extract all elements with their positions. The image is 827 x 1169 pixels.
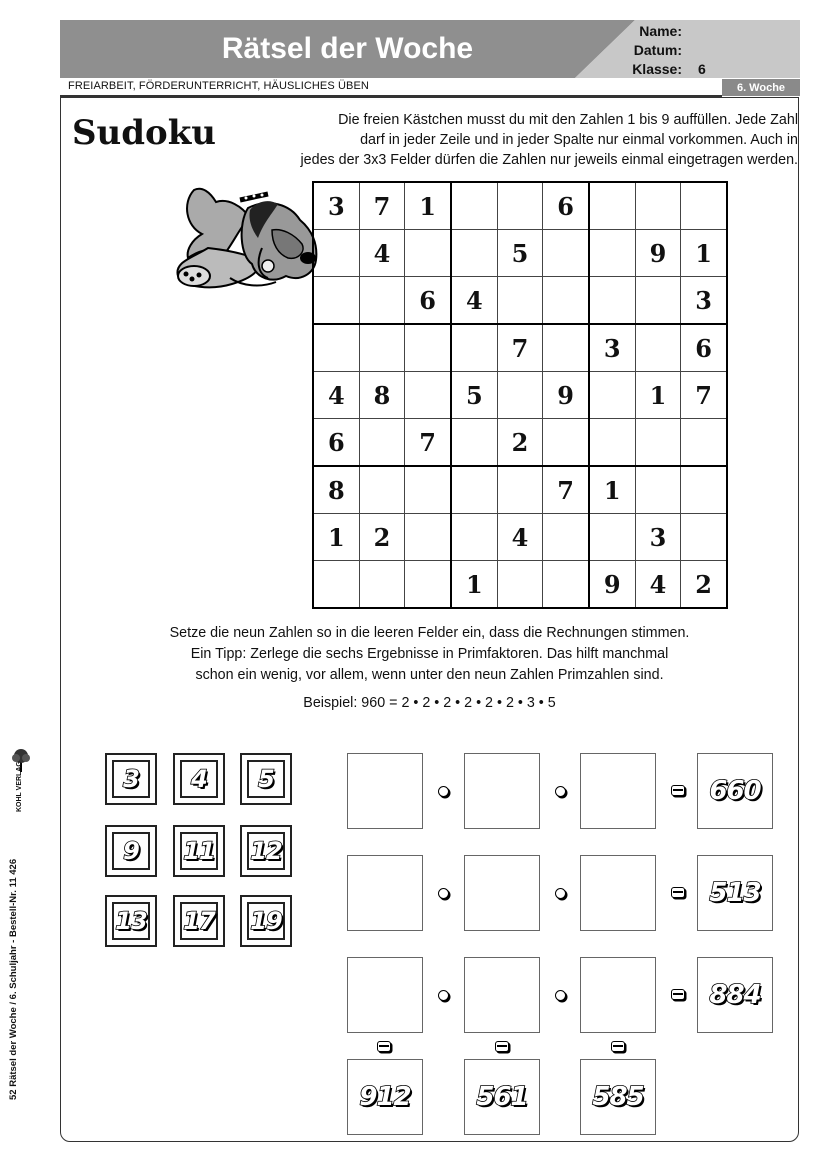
side-footer-text: 52 Rätsel der Woche / 6. Schuljahr - Bestell-Nr. 11 426 [8, 858, 19, 1100]
intro-line: Die freien Kästchen musst du mit den Zahlen 1 bis 9 auffüllen. Jede Zahl [338, 112, 798, 128]
sudoku-cell[interactable] [405, 324, 451, 372]
sudoku-cell[interactable]: 1 [451, 561, 497, 609]
column-result [464, 1059, 540, 1135]
result-value: 585 [592, 1082, 644, 1112]
sudoku-row [313, 466, 727, 514]
sudoku-cell[interactable]: 7 [405, 419, 451, 467]
sudoku-cell[interactable]: 7 [359, 182, 405, 230]
equals-icon [611, 1041, 625, 1052]
sudoku-cell[interactable]: 2 [681, 561, 727, 609]
sudoku-cell[interactable] [451, 230, 497, 277]
date-label: Datum: [633, 42, 682, 58]
answer-box[interactable] [580, 855, 656, 931]
puzzle-instructions [60, 623, 799, 686]
tile-number: 17 [183, 907, 215, 935]
sudoku-cell[interactable] [543, 419, 589, 467]
publisher-logo: KOHL VERLAG [16, 761, 23, 812]
dog-illustration [172, 178, 322, 298]
answer-box[interactable] [580, 753, 656, 829]
sudoku-cell[interactable] [451, 182, 497, 230]
sudoku-cell[interactable] [497, 561, 543, 609]
answer-box[interactable] [580, 957, 656, 1033]
sudoku-cell[interactable] [313, 324, 359, 372]
sudoku-cell[interactable]: 6 [313, 419, 359, 467]
sudoku-cell[interactable]: 6 [543, 182, 589, 230]
sudoku-cell[interactable] [359, 466, 405, 514]
answer-box[interactable] [464, 753, 540, 829]
sudoku-cell[interactable]: 6 [681, 324, 727, 372]
tile-number: 11 [183, 837, 215, 865]
result-value: 660 [709, 776, 761, 806]
number-tile[interactable] [105, 825, 157, 877]
sudoku-cell[interactable] [359, 277, 405, 325]
tile-number: 13 [115, 907, 147, 935]
sudoku-cell[interactable] [405, 230, 451, 277]
sudoku-instructions [206, 110, 798, 170]
sudoku-cell[interactable]: 2 [497, 419, 543, 467]
sudoku-cell[interactable] [359, 324, 405, 372]
number-tile[interactable] [240, 753, 292, 805]
tile-number: 4 [191, 765, 207, 793]
sudoku-cell[interactable]: 3 [681, 277, 727, 325]
sudoku-cell[interactable] [405, 514, 451, 561]
sudoku-cell[interactable]: 1 [589, 466, 635, 514]
intro-line: jedes der 3x3 Felder dürfen die Zahlen nur jeweils einmal eingetragen werden. [300, 152, 798, 168]
row-result [697, 957, 773, 1033]
sudoku-cell[interactable]: 9 [543, 372, 589, 419]
sudoku-cell[interactable] [543, 277, 589, 325]
sudoku-cell[interactable] [497, 277, 543, 325]
multiply-dot-icon [555, 786, 566, 797]
sudoku-cell[interactable]: 2 [359, 514, 405, 561]
sudoku-cell[interactable] [589, 277, 635, 325]
side-footer [2, 760, 34, 1100]
answer-box[interactable] [347, 855, 423, 931]
tile-number: 19 [250, 907, 282, 935]
instruction-line: Ein Tipp: Zerlege die sechs Ergebnisse in Primfaktoren. Das hilft manchmal [190, 646, 669, 662]
sudoku-grid [312, 181, 728, 609]
sudoku-cell[interactable] [681, 466, 727, 514]
sudoku-cell[interactable]: 3 [589, 324, 635, 372]
sudoku-cell[interactable]: 1 [405, 182, 451, 230]
sudoku-cell[interactable] [405, 561, 451, 609]
number-tile[interactable] [240, 825, 292, 877]
sudoku-row [313, 277, 727, 325]
sudoku-cell[interactable] [635, 324, 681, 372]
sudoku-cell[interactable]: 1 [681, 230, 727, 277]
sudoku-cell[interactable]: 9 [589, 561, 635, 609]
sudoku-cell[interactable]: 5 [497, 230, 543, 277]
week-badge: 6. Woche [722, 79, 800, 96]
sudoku-cell[interactable]: 3 [313, 182, 359, 230]
sudoku-cell[interactable]: 1 [313, 514, 359, 561]
sudoku-cell[interactable]: 4 [635, 561, 681, 609]
sudoku-cell[interactable] [405, 372, 451, 419]
sudoku-cell[interactable] [635, 419, 681, 467]
sudoku-row [313, 230, 727, 277]
equals-icon [495, 1041, 509, 1052]
multiply-dot-icon [555, 990, 566, 1001]
sudoku-cell[interactable]: 7 [497, 324, 543, 372]
sudoku-cell[interactable] [451, 514, 497, 561]
sudoku-cell[interactable] [497, 182, 543, 230]
column-result [580, 1059, 656, 1135]
instruction-line: Setze die neun Zahlen so in die leeren Felder ein, dass die Rechnungen stimmen. [169, 625, 690, 641]
number-tile[interactable] [240, 895, 292, 947]
sudoku-row [313, 419, 727, 467]
tile-number: 5 [258, 765, 274, 793]
answer-box[interactable] [347, 957, 423, 1033]
sudoku-cell[interactable] [451, 419, 497, 467]
sudoku-cell[interactable] [313, 277, 359, 325]
sudoku-cell[interactable] [543, 514, 589, 561]
column-result [347, 1059, 423, 1135]
example-line: Beispiel: 960 = 2 • 2 • 2 • 2 • 2 • 2 • 3 • 5 [303, 695, 556, 711]
result-value: 912 [359, 1082, 411, 1112]
sudoku-cell[interactable]: 4 [451, 277, 497, 325]
sudoku-cell[interactable]: 1 [635, 372, 681, 419]
sudoku-cell[interactable] [681, 514, 727, 561]
sudoku-cell[interactable]: 7 [543, 466, 589, 514]
intro-line: darf in jeder Zeile und in jeder Spalte nur einmal vorkommen. Auch in [360, 132, 798, 148]
number-tile[interactable] [173, 895, 225, 947]
multiply-dot-icon [438, 786, 449, 797]
sudoku-row [313, 324, 727, 372]
class-value: 6 [698, 61, 706, 77]
sudoku-cell[interactable]: 8 [313, 466, 359, 514]
class-label: Klasse: [632, 61, 682, 77]
sudoku-cell[interactable]: 4 [497, 514, 543, 561]
sudoku-row [313, 561, 727, 609]
result-value: 513 [709, 878, 761, 908]
sudoku-row [313, 514, 727, 561]
sudoku-cell[interactable] [405, 466, 451, 514]
multiply-dot-icon [555, 888, 566, 899]
sudoku-cell[interactable]: 5 [451, 372, 497, 419]
sudoku-cell[interactable]: 7 [681, 372, 727, 419]
sudoku-row [313, 372, 727, 419]
sudoku-cell[interactable] [543, 230, 589, 277]
sudoku-cell[interactable] [589, 182, 635, 230]
sudoku-cell[interactable] [635, 182, 681, 230]
sudoku-cell[interactable] [359, 419, 405, 467]
sudoku-cell[interactable] [635, 466, 681, 514]
sudoku-cell[interactable] [589, 514, 635, 561]
sudoku-cell[interactable] [589, 372, 635, 419]
sudoku-cell[interactable] [681, 182, 727, 230]
sudoku-cell[interactable] [497, 372, 543, 419]
sudoku-cell[interactable] [451, 466, 497, 514]
tile-number: 3 [123, 765, 139, 793]
sudoku-cell[interactable]: 4 [313, 372, 359, 419]
sudoku-cell[interactable]: 3 [635, 514, 681, 561]
sudoku-cell[interactable] [543, 561, 589, 609]
sudoku-row [313, 182, 727, 230]
sudoku-cell[interactable]: 8 [359, 372, 405, 419]
number-tile[interactable] [173, 825, 225, 877]
row-result [697, 753, 773, 829]
tile-number: 9 [123, 837, 139, 865]
sudoku-cell[interactable]: 4 [359, 230, 405, 277]
subtitle: FREIARBEIT, FÖRDERUNTERRICHT, HÄUSLICHES ÜBEN [68, 80, 369, 92]
sudoku-cell[interactable] [589, 230, 635, 277]
page-title: Rätsel der Woche [221, 32, 474, 65]
sudoku-cell[interactable] [497, 466, 543, 514]
equals-icon [377, 1041, 391, 1052]
multiply-dot-icon [438, 990, 449, 1001]
multiply-dot-icon [438, 888, 449, 899]
answer-box[interactable] [347, 753, 423, 829]
row-result [697, 855, 773, 931]
sudoku-cell[interactable] [359, 561, 405, 609]
instruction-line: schon ein wenig, vor allem, wenn unter den neun Zahlen Primzahlen sind. [195, 667, 664, 683]
name-label: Name: [639, 23, 682, 39]
tile-number: 12 [250, 837, 282, 865]
number-tile[interactable] [105, 753, 157, 805]
sudoku-title: Sudoku [72, 113, 217, 153]
sudoku-cell[interactable] [543, 324, 589, 372]
sudoku-cell[interactable] [681, 419, 727, 467]
result-value: 561 [476, 1082, 528, 1112]
answer-box[interactable] [464, 855, 540, 931]
equals-icon [671, 989, 685, 1000]
sudoku-cell[interactable] [451, 324, 497, 372]
equals-icon [671, 785, 685, 796]
sudoku-cell[interactable]: 9 [635, 230, 681, 277]
sudoku-cell[interactable] [313, 230, 359, 277]
equals-icon [671, 887, 685, 898]
sudoku-cell[interactable] [589, 419, 635, 467]
sudoku-cell[interactable]: 6 [405, 277, 451, 325]
number-tile[interactable] [105, 895, 157, 947]
number-tile[interactable] [173, 753, 225, 805]
sudoku-cell[interactable] [313, 561, 359, 609]
result-value: 884 [709, 980, 761, 1010]
sudoku-cell[interactable] [635, 277, 681, 325]
answer-box[interactable] [464, 957, 540, 1033]
